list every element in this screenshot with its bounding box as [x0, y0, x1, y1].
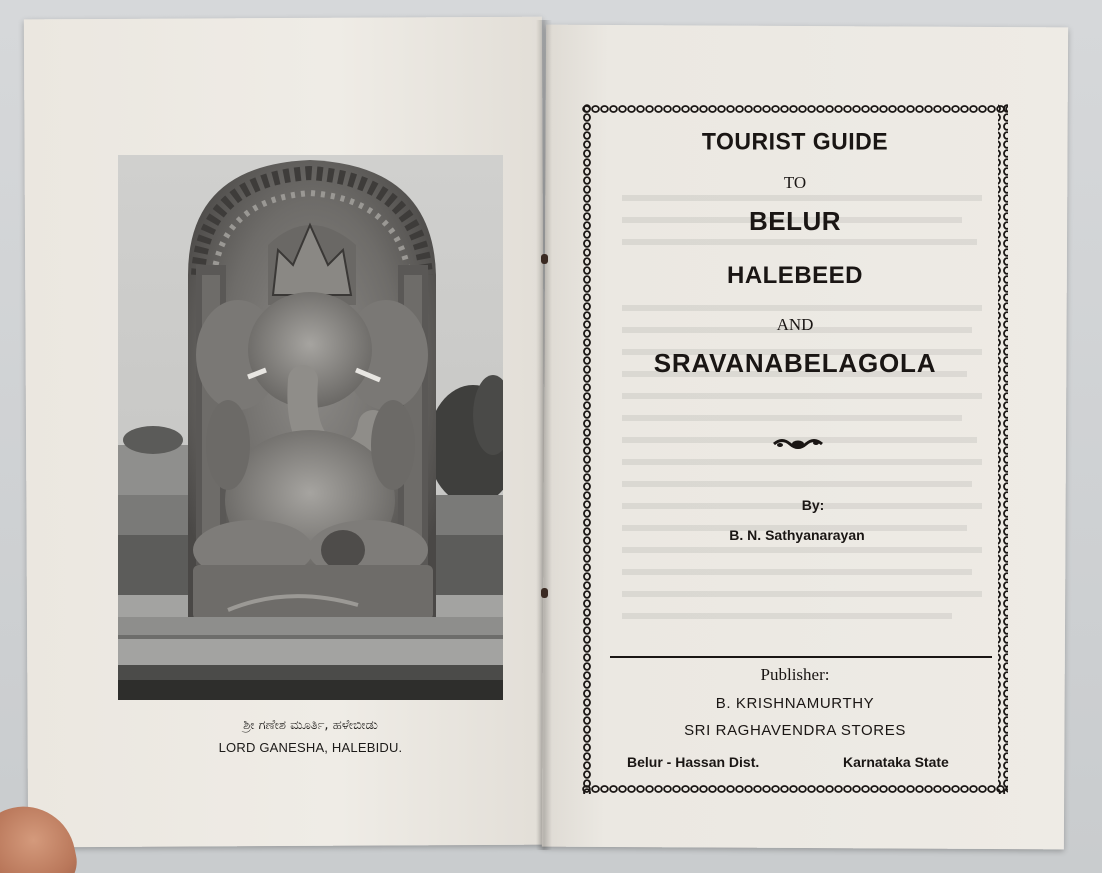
- author-name: B. N. Sathyanarayan: [729, 527, 865, 543]
- and-label: AND: [776, 315, 814, 334]
- publisher-store: SRI RAGHAVENDRA STORES: [684, 722, 906, 739]
- by-label: By:: [801, 497, 825, 513]
- publisher-label: Publisher:: [760, 665, 830, 684]
- publisher-place: Belur - Hassan Dist.: [627, 754, 760, 770]
- publisher-name: B. KRISHNAMURTHY: [715, 695, 875, 712]
- caption-english: LORD GANESHA, HALEBIDU.: [218, 740, 403, 755]
- to-label: TO: [783, 173, 807, 192]
- publisher-state: Karnataka State: [843, 754, 949, 770]
- staple-bottom: [541, 588, 548, 598]
- divider-rule: [610, 656, 992, 658]
- place-halebeed: HALEBEED: [726, 262, 863, 289]
- ganesha-photo: [118, 155, 503, 700]
- staple-top: [541, 254, 548, 264]
- place-sravanabelagola: SRAVANABELAGOLA: [653, 348, 937, 378]
- book-spine: [536, 20, 552, 850]
- place-belur: BELUR: [748, 206, 842, 236]
- flourish-ornament: [772, 436, 824, 452]
- guide-heading: TOURIST GUIDE: [701, 127, 889, 155]
- caption-kannada: ಶ್ರೀ ಗಣೇಶ ಮೂರ್ತಿ, ಹಳೇಬೀಡು: [243, 718, 378, 733]
